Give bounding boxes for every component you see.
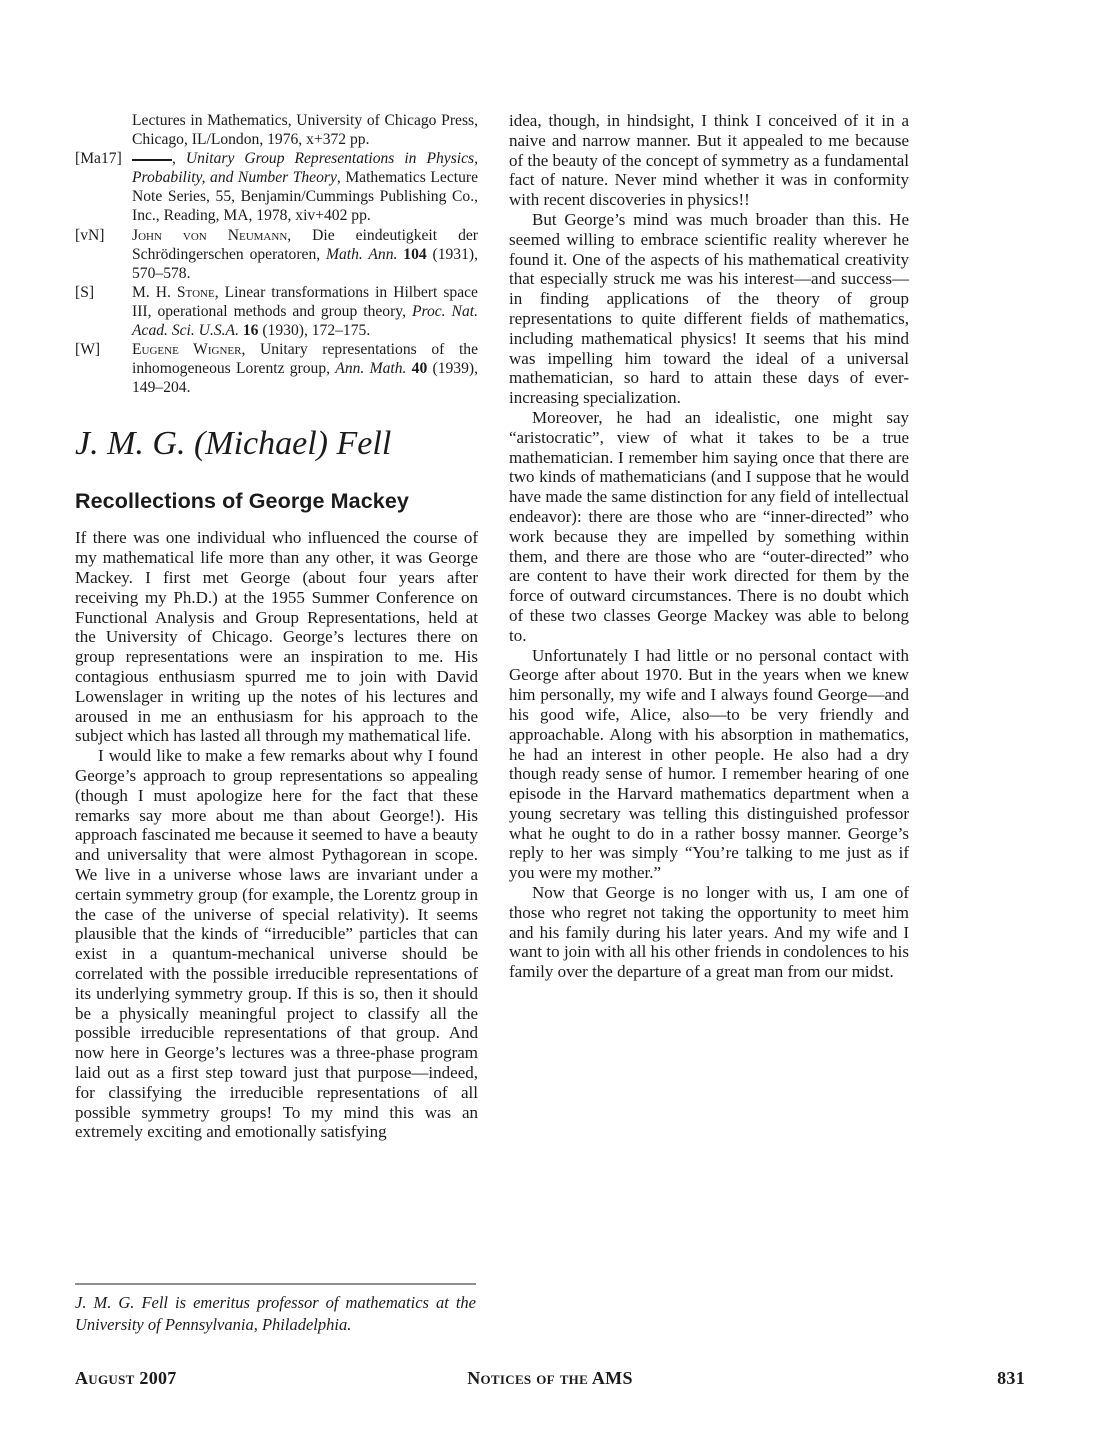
page-footer	[75, 1368, 1025, 1394]
reference-label: [S]	[75, 283, 95, 301]
reference-item	[75, 283, 478, 340]
reference-text: Eugene Wigner, Unitary representations of the inhomogeneous Lorentz group, Ann. Math. 40 (1939), 149–204.	[132, 341, 478, 397]
left-column	[75, 111, 478, 1142]
reference-item	[75, 226, 478, 283]
references-list	[75, 111, 478, 397]
footnote-text: J. M. G. Fell is emeritus professor of mathematics at the University of Pennsylvania, Philadelphia.	[75, 1293, 476, 1334]
footer-date: August 2007	[75, 1368, 177, 1388]
body-paragraph: Moreover, he had an idealistic, one might say “aristocratic”, view of what it takes to be a true mathematician. I remember him saying once that there are two kinds of mathematicians (and I suppose that he would have made the same distinction for any field of intellectual endeavor): there are those who are “inner-directed” who work because they are impelled by something within them, and there are those who are “outer-directed” who are content to have their work directed for them by the force of outward circumstances. There is no doubt which of these two classes George Mackey was able to belong to.	[509, 407, 909, 645]
footnote	[75, 1283, 476, 1335]
article-title: Recollections of George Mackey	[75, 489, 409, 514]
body-paragraph: Now that George is no longer with us, I am one of those who regret not taking the opportunity to meet him and his family during his later years. And my wife and I want to join with all his other friends in condolences to his family over the departure of a great man from our midst.	[509, 883, 909, 982]
footer-page-number: 831	[997, 1368, 1025, 1388]
body-paragraph: But George’s mind was much broader than this. He seemed willing to embrace scientific reality wherever he found it. One of the aspects of his mathematical creativity that especially struck me was his interest—and success—in finding applications of the theory of group representations to quite different fields of mathematics, including mathematical physics! It seems that his mind was impelling him toward the ideal of a universal mathematician, so hard to attain these days of ever-increasing specialization.	[509, 209, 909, 408]
reference-item	[75, 340, 478, 397]
reference-text: John von Neumann, Die eindeutigkeit der Schrödingerschen operatoren, Math. Ann. 104 (1931), 570–578.	[132, 226, 478, 282]
author-heading: J. M. G. (Michael) Fell	[75, 425, 392, 463]
body-paragraph: I would like to make a few remarks about why I found George’s approach to group representations so appealing (though I must apologize here for the fact that these remarks say more about me than about George!). His approach fascinated me because it seemed to have a beauty and universality that were almost Pythagorean in scope. We live in a universe whose laws are invariant under a certain symmetry group (for example, the Lorentz group in the case of the universe of special relativity). It seems plausible that the kinds of “irreducible” particles that can exist in a quantum-mechanical universe should be correlated with the possible irreducible representations of its underlying symmetry group. If this is so, then it should be a physically meaningful project to classify all the possible irreducible representations of that group. And now here in George’s lectures was a three-phase program laid out as a first step toward just that purpose—indeed, for classifying the irreducible representations of all possible symmetry groups! To my mind this was an extremely exciting and emotionally satisfying	[75, 746, 478, 1142]
body-paragraph: If there was one individual who influenced the course of my mathematical life more than any other, it was George Mackey. I first met George (about four years after receiving my Ph.D.) at the 1955 Summer Conference on Functional Analysis and Group Representations, held at the University of Chicago. George’s lectures there on group representations were an inspiration to me. His contagious enthusiasm spurred me to join with David Lowenslager in writing up the notes of his lectures and aroused in me an enthusiasm for his approach to the subject which has lasted all through my mathematical life.	[75, 528, 478, 746]
reference-label: [vN]	[75, 226, 105, 244]
reference-text: , Unitary Group Representations in Physics, Probability, and Number Theory, Mathematics Lecture Note Series, 55, Benjamin/Cummings Publishing Co., Inc., Reading, MA, 1978, xiv+402 pp.	[132, 150, 478, 225]
right-column	[509, 111, 909, 982]
reference-text: Lectures in Mathematics, University of Chicago Press, Chicago, IL/London, 1976, x+372 pp.	[132, 112, 478, 149]
reference-item	[75, 149, 478, 225]
reference-text: M. H. Stone, Linear transformations in Hilbert space III, operational methods and group theory, Proc. Nat. Acad. Sci. U.S.A. 16 (1930), 172–175.	[132, 283, 478, 340]
body-paragraph: Unfortunately I had little or no personal contact with George after about 1970. But in the years when we knew him personally, my wife and I always found George—and his good wife, Alice, also—to be very friendly and approachable. Along with his absorption in mathematics, he had an interest in other people. He also had a dry though ready sense of humor. I remember hearing of one episode in the Harvard mathematics department when a young secretary was telling this distinguished professor what he ought to do in a rather bossy manner. George’s reply to her was simply “You’re talking to me just as if you were my mother.”	[509, 645, 909, 883]
reference-label: [Ma17]	[75, 150, 122, 168]
footer-journal-title: Notices of the AMS	[467, 1368, 633, 1388]
body-paragraph: idea, though, in hindsight, I think I conceived of it in a naive and narrow manner. But it appealed to me because of the beauty of the concept of symmetry as a fundamental fact of nature. Never mind whether it was in conformity with recent discoveries in physics!!	[509, 111, 909, 210]
reference-label: [W]	[75, 341, 101, 359]
reference-item	[75, 111, 478, 149]
